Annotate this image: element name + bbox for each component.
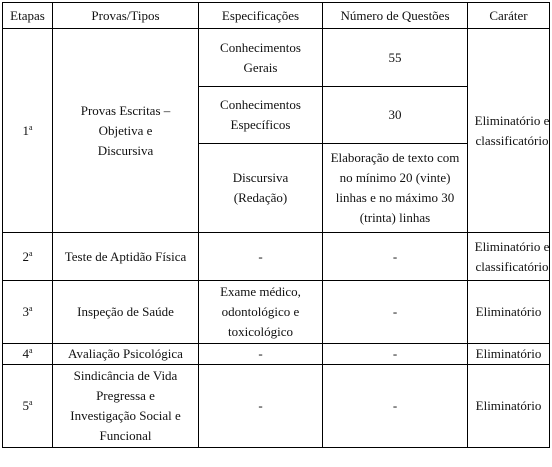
character-cell <box>468 365 550 448</box>
specification: - <box>258 346 263 361</box>
question-count: Elaboração de texto com no mínimo 20 (vinte) linhas e no máximo 30 (trinta) linhas <box>330 150 460 225</box>
exam-type-cell <box>53 233 199 281</box>
exam-type-cell <box>53 281 199 344</box>
stage-number: 1 <box>22 122 29 138</box>
table-row-stage-5 <box>3 365 550 448</box>
table-row-stage-3 <box>3 281 550 344</box>
character: Eliminatório <box>475 346 542 361</box>
specification: Discursiva (Redação) <box>232 170 289 205</box>
stage-ordinal: a <box>28 122 33 132</box>
stage-number-cell <box>3 344 53 365</box>
specification-cell <box>199 344 323 365</box>
exam-type: Provas Escritas – Objetiva e Discursiva <box>80 102 171 158</box>
stage-number-cell <box>3 233 53 281</box>
specification: - <box>258 398 263 413</box>
character-cell <box>468 29 550 233</box>
question-count: 30 <box>388 107 402 122</box>
question-count-cell <box>323 87 468 144</box>
specification: - <box>258 248 263 264</box>
question-count-cell <box>323 144 468 233</box>
exam-type: Inspeção de Saúde <box>77 304 174 319</box>
exam-type-cell <box>53 365 199 448</box>
exam-type-cell <box>53 344 199 365</box>
character: Eliminatório e classificatório <box>474 112 550 148</box>
stage-number-cell <box>3 365 53 448</box>
specification: Exame médico, odontológico e toxicológico <box>220 284 301 339</box>
question-count: - <box>392 248 398 264</box>
stage-number: 3 <box>22 304 29 319</box>
stage-ordinal: a <box>28 346 33 355</box>
question-count: - <box>392 346 398 361</box>
header-numero-questoes: Número de Questões <box>323 3 468 29</box>
table-header <box>3 3 550 29</box>
question-count-cell <box>323 29 468 87</box>
table-row-stage-4 <box>3 344 550 365</box>
table-row-stage-1 <box>3 29 550 87</box>
question-count-cell <box>323 344 468 365</box>
header-provas-tipos: Provas/Tipos <box>53 3 199 29</box>
specification-cell <box>199 281 323 344</box>
specification: Conhecimentos Gerais <box>220 39 301 75</box>
question-count-cell <box>323 281 468 344</box>
question-count-cell <box>323 365 468 448</box>
question-count: 55 <box>388 49 402 65</box>
stage-number: 4 <box>22 346 29 361</box>
header-etapas: Etapas <box>3 3 53 29</box>
exam-type: Sindicância de Vida Pregressa e Investigação Social e Funcional <box>70 368 181 443</box>
character-cell <box>468 233 550 281</box>
header-carater: Caráter <box>468 3 550 29</box>
table-body <box>3 29 550 448</box>
table-row-stage-2 <box>3 233 550 281</box>
specification-cell <box>199 144 323 233</box>
header-especificacoes: Especificações <box>199 3 323 29</box>
specification-cell <box>199 87 323 144</box>
specification-cell <box>199 233 323 281</box>
character-cell <box>468 344 550 365</box>
exam-type: Teste de Aptidão Física <box>64 248 187 264</box>
exam-type-cell <box>53 29 199 233</box>
specification: Conhecimentos Específicos <box>220 97 301 132</box>
stage-number: 2 <box>22 248 29 264</box>
stage-number: 5 <box>22 398 29 413</box>
stage-ordinal: a <box>28 398 33 407</box>
character: Eliminatório e classificatório <box>474 238 550 274</box>
stage-ordinal: a <box>28 248 33 258</box>
header-row <box>3 3 550 29</box>
exam-stages-table <box>2 2 550 448</box>
specification-cell <box>199 365 323 448</box>
character: Eliminatório <box>475 304 542 319</box>
question-count: - <box>392 398 398 413</box>
exam-type: Avaliação Psicológica <box>68 346 183 361</box>
specification-cell <box>199 29 323 87</box>
question-count: - <box>392 304 398 319</box>
question-count-cell <box>323 233 468 281</box>
character: Eliminatório <box>475 398 542 413</box>
stage-number-cell <box>3 281 53 344</box>
stage-number-cell <box>3 29 53 233</box>
stage-ordinal: a <box>28 304 33 313</box>
character-cell <box>468 281 550 344</box>
